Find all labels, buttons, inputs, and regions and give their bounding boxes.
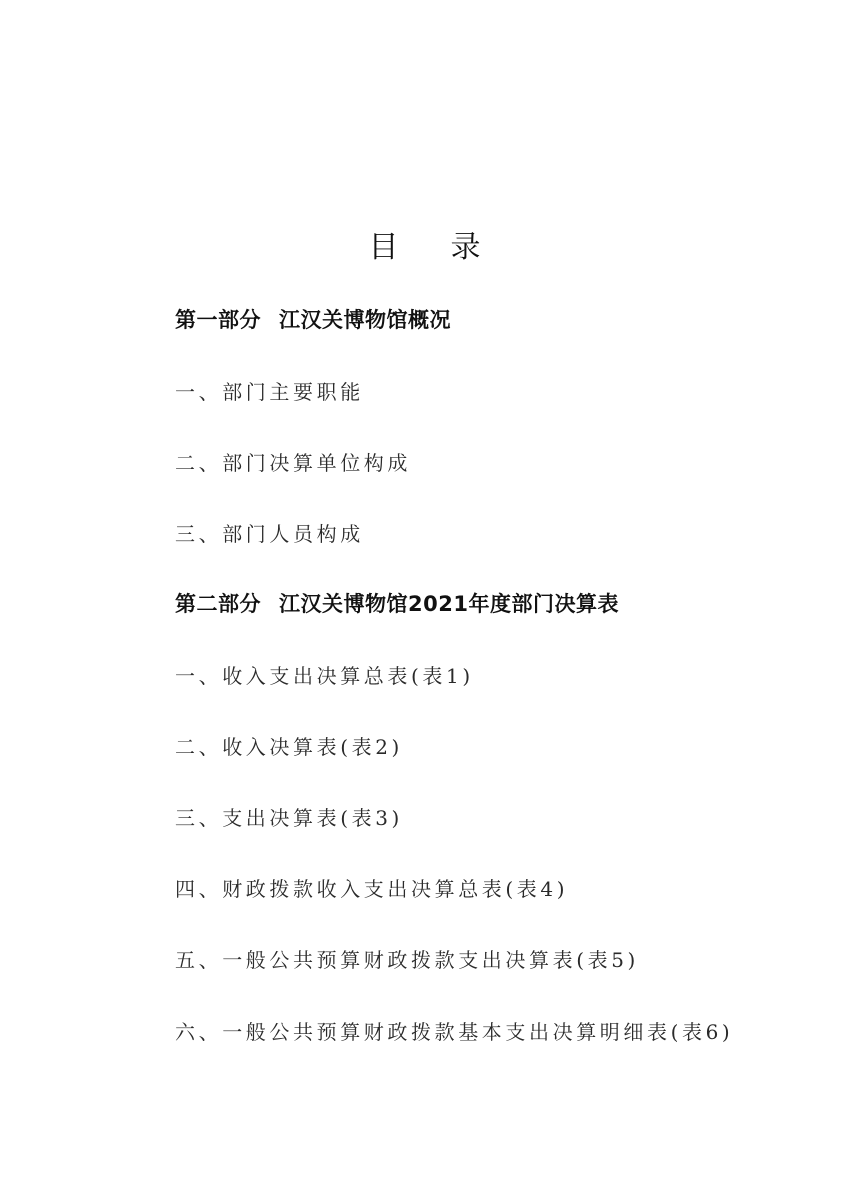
toc-item: 一、收入支出决算总表(表1) (175, 664, 474, 688)
part-name: 江汉关博物馆概况 (279, 308, 451, 332)
part-heading-1 (175, 304, 451, 334)
toc-item: 三、部门人员构成 (175, 522, 364, 546)
toc-item: 四、财政拨款收入支出决算总表(表4) (175, 877, 569, 901)
part-label: 第二部分 (175, 592, 261, 616)
page-title: 目录 (368, 230, 533, 265)
toc-item: 六、一般公共预算财政拨款基本支出决算明细表(表6) (175, 1020, 734, 1044)
toc-item: 三、支出决算表(表3) (175, 806, 403, 830)
toc-item: 二、部门决算单位构成 (175, 451, 411, 475)
part-heading-2 (175, 588, 619, 618)
toc-item: 一、部门主要职能 (175, 380, 364, 404)
part-label: 第一部分 (175, 308, 261, 332)
toc-item: 五、一般公共预算财政拨款支出决算表(表5) (175, 948, 639, 972)
toc-item: 二、收入决算表(表2) (175, 735, 403, 759)
part-name: 江汉关博物馆2021年度部门决算表 (279, 592, 619, 616)
